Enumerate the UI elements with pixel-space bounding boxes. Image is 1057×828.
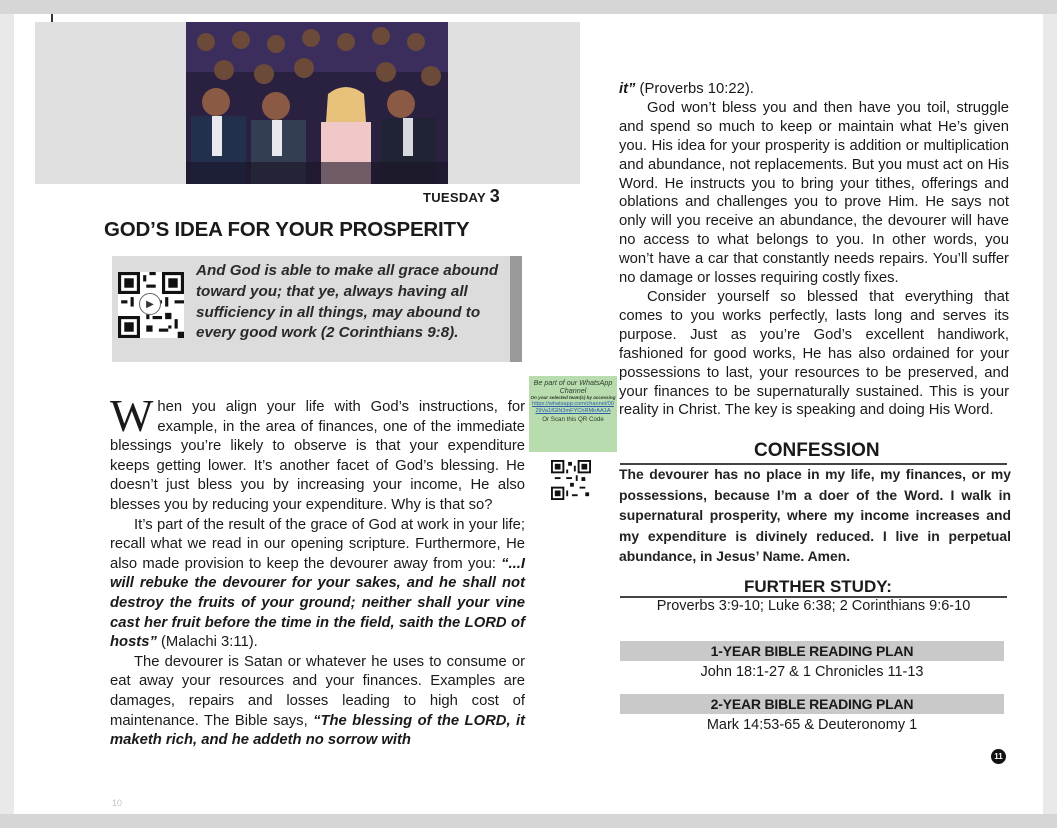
- proverbs-reference: (Proverbs 10:22).: [635, 81, 754, 97]
- day-name: TUESDAY: [422, 190, 486, 205]
- page-spread: [14, 14, 1043, 814]
- proverbs-quote-end: it”: [619, 81, 636, 97]
- confession-heading: CONFESSION: [754, 440, 880, 461]
- body-paragraph-3: [110, 653, 525, 751]
- viewer-bottom-bar: [0, 814, 1057, 828]
- page-number-badge: 11: [991, 749, 1006, 764]
- body-right-paragraph-2: Consider yourself so blessed that everything that comes to you works perfectly, lasts long and serves its purpose. Just as you’re God’s excellent handiwork, fashioned for good works, He has also ordained for your possessions to last, your resources to be preserved, and your finances to be supernaturally sustained. This is your reality in Christ. The key is speaking and doing His Word.: [619, 288, 1009, 419]
- viewer-top-bar: [0, 0, 1057, 14]
- body-paragraph-2: [110, 516, 525, 653]
- congregation-photo: [186, 22, 448, 184]
- confession-text: The devourer has no place in my life, my finances, or my possessions, because I’m a doer of the Word. I walk in supernatural prosperity, where my income increases and my expenditure is divinely reduced. I live in perpetual abundance, in Jesus’ Name. Amen.: [619, 466, 1011, 565]
- body-right-paragraph-1: God won’t bless you and then have you toil, struggle and spend so much to keep or maintain what He’s given you. His idea for your prosperity is addition or multiplication and abundance, not replacements. But you must act on His Word. He instructs you to bring your tithes, offerings and oblations and challenges you to prove Him. He says not only will you receive an abundance, the devourer will have no access to what belongs to you. In other words, you won’t have a car that constantly needs repairs. You’ll suffer no damage or losses requiring costly fixes.: [619, 99, 1009, 287]
- whatsapp-qr-code[interactable]: [551, 460, 591, 500]
- one-year-plan-heading: 1-YEAR BIBLE READING PLAN: [620, 641, 1004, 661]
- two-year-plan-text: Mark 14:53-65 & Deuteronomy 1: [706, 717, 918, 733]
- further-study-refs: Proverbs 3:9-10; Luke 6:38; 2 Corinthians 9:6-10: [656, 598, 971, 614]
- drop-cap: W: [110, 390, 154, 441]
- body-paragraph-2-text: It’s part of the result of the grace of God at work in your life; recall what we read in our opening scripture. Furthermore, He also made provision to keep the devourer away from you:: [110, 516, 525, 572]
- body-paragraph-1: [110, 390, 525, 516]
- opening-scripture: And God is able to make all grace abound toward you; that ye, always having all sufficiency in all things, may abound to every good work (2 Corinthians 9:8).: [196, 262, 499, 342]
- proverbs-quote-start: “The blessing of the LORD, it maketh rich, and he addeth no sorrow with: [110, 712, 525, 749]
- whatsapp-heading: Be part of our WhatsApp Channel: [533, 378, 613, 395]
- whatsapp-scan-note: Or Scan this QR Code: [542, 416, 604, 423]
- left-folio: 10: [112, 798, 123, 808]
- whatsapp-subheading: On your selected team(s) by accessing: [530, 395, 616, 400]
- malachi-reference: (Malachi 3:11).: [156, 634, 258, 651]
- one-year-plan-text: John 18:1-27 & 1 Chronicles 11-13: [700, 664, 924, 680]
- devotional-title: GOD’S IDEA FOR YOUR PROSPERITY: [104, 218, 470, 241]
- whatsapp-channel-box[interactable]: [529, 376, 617, 452]
- play-icon[interactable]: ▶: [139, 293, 161, 315]
- body-left-column: [110, 390, 525, 751]
- body-paragraph-3-text: The devourer is Satan or whatever he uses to consume or eat away your resources and your finances. Examples are damages, repairs and losses leading to high cost of maintenance. The Bible says,: [110, 653, 525, 729]
- scripture-box-edge: [510, 256, 522, 362]
- body-right-continuation: [619, 80, 1009, 99]
- further-study-heading: FURTHER STUDY:: [744, 577, 892, 596]
- body-paragraph-1-text: hen you align your life with God’s instructions, for example, in the area of finances, one of the immediate blessings you’re likely to observe is that your expenditure keeps getting lower. It’s another facet of God’s blessing. He doesn’t just bless you by increasing your income, He also blesses you by reducing your expenditure. Why is that so?: [110, 399, 525, 513]
- congregation-illustration: [186, 22, 448, 184]
- day-label: [314, 186, 500, 207]
- body-right-column: [619, 80, 1009, 420]
- malachi-quote: “...I will rebuke the devourer for your sakes, and he shall not destroy the fruits of your ground; neither shall your vine cast her fruit before the time in the field, saith the LORD of hosts”: [110, 555, 525, 651]
- day-number: 3: [489, 186, 500, 206]
- two-year-plan-heading: 2-YEAR BIBLE READING PLAN: [620, 694, 1004, 714]
- whatsapp-link[interactable]: https://whatsapp.com/channel/0029Va1fGlN3mFYChRMirAA1A: [532, 401, 614, 414]
